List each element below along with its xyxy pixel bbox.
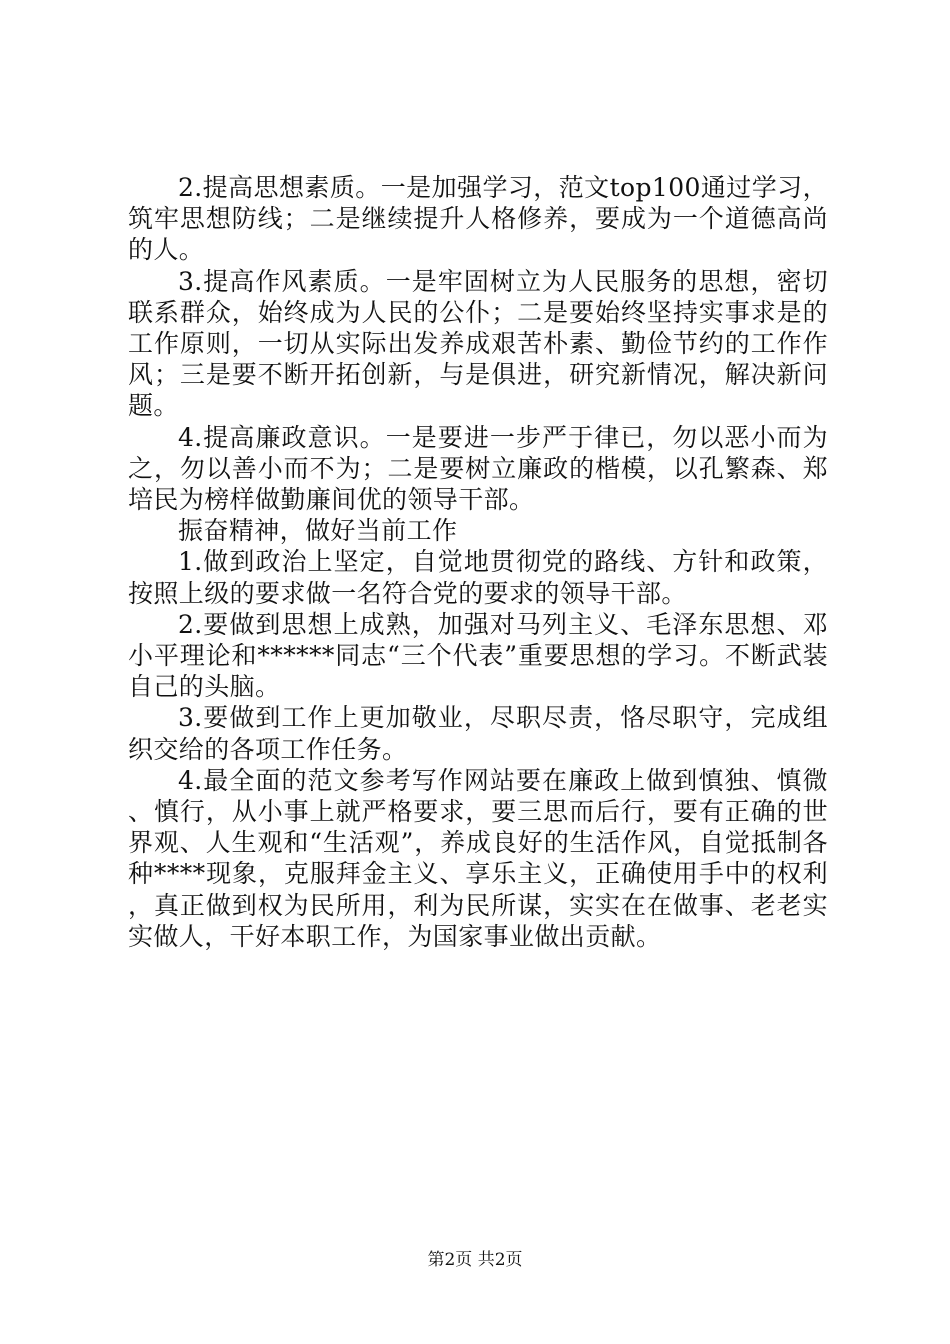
document-body [128,172,828,952]
paragraph-2: 3.提高作风素质。一是牢固树立为人民服务的思想，密切联系群众，始终成为人民的公仆；二是要始终坚持实事求是的工作原则，一切从实际出发养成艰苦朴素、勤俭节约的工作作风；三是要不断开拓创新，与是俱进，研究新情况，解决新问题。 [128,266,828,421]
paragraph-6: 3.要做到工作上更加敬业，尽职尽责，恪尽职守，完成组织交给的各项工作任务。 [128,703,828,764]
paragraph-7: 4.最全面的范文参考写作网站要在廉政上做到慎独、慎微、慎行，从小事上就严格要求，要三思而后行，要有正确的世界观、人生观和“生活观”，养成良好的生活作风，自觉抵制各种****现象，克服拜金主义、享乐主义，正确使用手中的权利，真正做到权为民所用，利为民所谋，实实在在做事、老老实实做人，干好本职工作，为国家事业做出贡献。 [128,765,828,951]
paragraph-3: 4.提高廉政意识。一是要进一步严于律已，勿以恶小而为之，勿以善小而不为；二是要树立廉政的楷模，以孔繁森、郑培民为榜样做勤廉间优的领导干部。 [128,422,828,515]
paragraph-1: 2.提高思想素质。一是加强学习，范文top100通过学习，筑牢思想防线；二是继续提升人格修养，要成为一个道德高尚的人。 [128,173,828,265]
page-footer: 第2页 共2页 [427,1250,523,1270]
paragraph-5: 2.要做到思想上成熟，加强对马列主义、毛泽东思想、邓小平理论和******同志“三个代表”重要思想的学习。不断武装自己的头脑。 [128,609,828,702]
section-heading: 振奋精神，做好当前工作 [178,516,458,546]
paragraph-4: 1.做到政治上坚定，自觉地贯彻党的路线、方针和政策，按照上级的要求做一名符合党的要求的领导干部。 [128,547,828,608]
